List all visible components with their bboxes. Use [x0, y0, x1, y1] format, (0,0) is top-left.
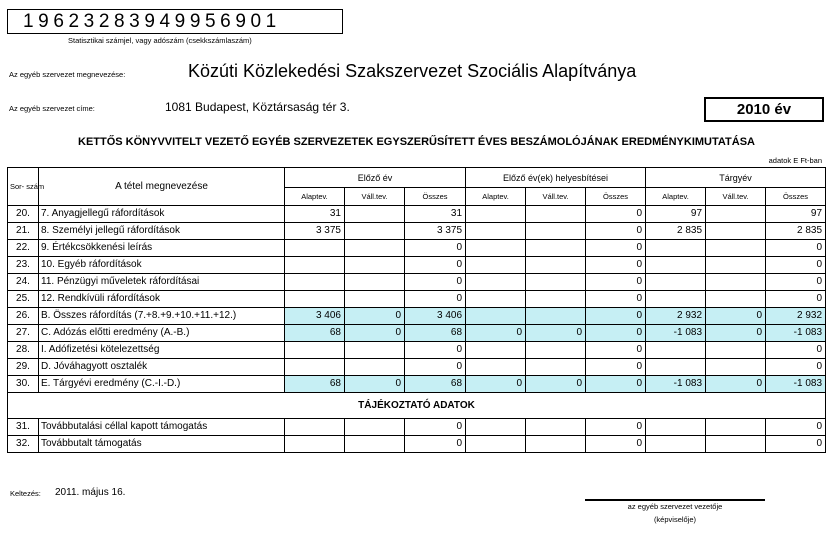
value-cell [345, 419, 405, 436]
value-cell: 0 [526, 376, 586, 393]
value-cell: 0 [766, 419, 826, 436]
row-number: 24. [8, 274, 39, 291]
year-box: 2010 év [704, 97, 824, 122]
value-cell: 3 406 [405, 308, 466, 325]
value-cell [646, 359, 706, 376]
table-row [8, 291, 826, 308]
header-row-groups [8, 168, 826, 188]
value-cell: 2 835 [766, 223, 826, 240]
value-cell: 0 [586, 419, 646, 436]
table-row [8, 223, 826, 240]
value-cell: 68 [285, 376, 345, 393]
col-row-no: Sor- szám [8, 168, 39, 206]
value-cell [646, 419, 706, 436]
value-cell [345, 240, 405, 257]
table-row [8, 257, 826, 274]
value-cell: 0 [345, 376, 405, 393]
value-cell: 3 375 [405, 223, 466, 240]
value-cell [646, 291, 706, 308]
value-cell [466, 308, 526, 325]
row-label: 9. Értékcsökkenési leírás [39, 240, 285, 257]
row-label: Továbbutalási céllal kapott támogatás [39, 419, 285, 436]
value-cell [706, 291, 766, 308]
table-row [8, 436, 826, 453]
row-label: 10. Egyéb ráfordítások [39, 257, 285, 274]
table-row [8, 376, 826, 393]
value-cell [285, 342, 345, 359]
value-cell [345, 359, 405, 376]
value-cell: 0 [766, 291, 826, 308]
value-cell [706, 257, 766, 274]
value-cell: 0 [706, 325, 766, 342]
value-cell: 0 [345, 325, 405, 342]
org-address: 1081 Budapest, Köztársaság tér 3. [165, 100, 350, 114]
row-label: 7. Anyagjellegű ráfordítások [39, 206, 285, 223]
value-cell: 2 835 [646, 223, 706, 240]
value-cell [285, 274, 345, 291]
row-label: D. Jóváhagyott osztalék [39, 359, 285, 376]
value-cell [526, 223, 586, 240]
value-cell: 0 [586, 436, 646, 453]
value-cell: 68 [405, 376, 466, 393]
value-cell: 0 [466, 325, 526, 342]
value-cell: 0 [586, 308, 646, 325]
value-cell: 0 [405, 436, 466, 453]
row-number: 30. [8, 376, 39, 393]
section-title: TÁJÉKOZTATÓ ADATOK [8, 393, 826, 419]
row-number: 26. [8, 308, 39, 325]
value-cell [526, 274, 586, 291]
value-cell [285, 240, 345, 257]
dated-label: Keltezés: [10, 489, 41, 498]
value-cell [466, 342, 526, 359]
value-cell: 0 [586, 291, 646, 308]
value-cell: 0 [766, 342, 826, 359]
value-cell: 97 [646, 206, 706, 223]
value-cell [345, 257, 405, 274]
value-cell [285, 419, 345, 436]
main-rows [8, 206, 826, 393]
value-cell [706, 240, 766, 257]
group-header: Előző év(ek) helyesbítései [466, 168, 646, 188]
value-cell [466, 291, 526, 308]
row-label: I. Adófizetési kötelezettség [39, 342, 285, 359]
info-rows [8, 419, 826, 453]
value-cell [285, 257, 345, 274]
value-cell [345, 291, 405, 308]
value-cell: 0 [766, 274, 826, 291]
row-number: 32. [8, 436, 39, 453]
value-cell [466, 257, 526, 274]
value-cell [646, 274, 706, 291]
value-cell [706, 436, 766, 453]
value-cell: 0 [586, 359, 646, 376]
value-cell [466, 223, 526, 240]
value-cell: -1 083 [766, 325, 826, 342]
value-cell: 31 [405, 206, 466, 223]
row-label: C. Adózás előtti eredmény (A.-B.) [39, 325, 285, 342]
value-cell [466, 419, 526, 436]
value-cell: 68 [285, 325, 345, 342]
row-label: Továbbutalt támogatás [39, 436, 285, 453]
section-row-group [8, 393, 826, 419]
value-cell: 2 932 [646, 308, 706, 325]
row-label: 12. Rendkívüli ráfordítások [39, 291, 285, 308]
value-cell [526, 436, 586, 453]
subcol-header: Váll.tev. [526, 188, 586, 206]
value-cell [706, 206, 766, 223]
value-cell: -1 083 [766, 376, 826, 393]
row-number: 23. [8, 257, 39, 274]
value-cell: 0 [586, 274, 646, 291]
value-cell [345, 436, 405, 453]
org-address-label: Az egyéb szervezet címe: [9, 104, 95, 113]
row-label: 8. Személyi jellegű ráfordítások [39, 223, 285, 240]
value-cell: 0 [766, 359, 826, 376]
value-cell [526, 419, 586, 436]
value-cell [646, 342, 706, 359]
signature-caption: az egyéb szervezet vezetője [627, 502, 723, 511]
org-name: Közúti Közlekedési Szakszervezet Szociális Alapítványa [188, 61, 637, 81]
subcol-header: Alaptev. [285, 188, 345, 206]
value-cell [466, 240, 526, 257]
value-cell: 0 [405, 274, 466, 291]
value-cell [285, 359, 345, 376]
value-cell: 0 [586, 325, 646, 342]
tax-number-caption: Statisztikai számjel, vagy adószám (csekkszámlaszám) [68, 36, 252, 45]
value-cell: 0 [706, 308, 766, 325]
subcol-header: Alaptev. [646, 188, 706, 206]
value-cell [526, 342, 586, 359]
row-number: 25. [8, 291, 39, 308]
value-cell: 0 [586, 257, 646, 274]
value-cell [345, 274, 405, 291]
value-cell [466, 359, 526, 376]
value-cell: 0 [586, 376, 646, 393]
value-cell [345, 223, 405, 240]
value-cell: 2 932 [766, 308, 826, 325]
value-cell [466, 274, 526, 291]
value-cell [706, 342, 766, 359]
value-cell: 0 [766, 240, 826, 257]
value-cell [466, 436, 526, 453]
value-cell: 0 [586, 342, 646, 359]
value-cell [345, 342, 405, 359]
value-cell: 0 [405, 342, 466, 359]
value-cell [706, 359, 766, 376]
unit-note: adatok E Ft-ban [768, 156, 822, 165]
value-cell: -1 083 [646, 325, 706, 342]
value-cell [706, 274, 766, 291]
subcol-header: Alaptev. [466, 188, 526, 206]
value-cell: 3 375 [285, 223, 345, 240]
value-cell: 0 [586, 240, 646, 257]
row-number: 29. [8, 359, 39, 376]
subcol-header: Váll.tev. [706, 188, 766, 206]
table-row [8, 359, 826, 376]
value-cell [526, 257, 586, 274]
signature-line [585, 499, 765, 501]
value-cell [706, 223, 766, 240]
table-row [8, 342, 826, 359]
table-row [8, 325, 826, 342]
row-number: 20. [8, 206, 39, 223]
value-cell: 0 [586, 223, 646, 240]
row-number: 28. [8, 342, 39, 359]
value-cell [526, 240, 586, 257]
value-cell: 31 [285, 206, 345, 223]
value-cell: 0 [405, 257, 466, 274]
subcol-header: Váll.tev. [345, 188, 405, 206]
value-cell: 3 406 [285, 308, 345, 325]
table-row [8, 308, 826, 325]
value-cell: -1 083 [646, 376, 706, 393]
table-row [8, 240, 826, 257]
value-cell [646, 240, 706, 257]
value-cell: 68 [405, 325, 466, 342]
value-cell: 97 [766, 206, 826, 223]
row-label: E. Tárgyévi eredmény (C.-I.-D.) [39, 376, 285, 393]
section-row [8, 393, 826, 419]
value-cell: 0 [766, 257, 826, 274]
tax-number: 19623283949956901 [23, 11, 281, 32]
value-cell: 0 [526, 325, 586, 342]
value-cell [526, 291, 586, 308]
value-cell: 0 [586, 206, 646, 223]
group-header: Tárgyév [646, 168, 826, 188]
income-statement-table [7, 167, 826, 453]
row-number: 31. [8, 419, 39, 436]
row-label: B. Összes ráfordítás (7.+8.+9.+10.+11.+12.) [39, 308, 285, 325]
value-cell [526, 308, 586, 325]
value-cell [285, 291, 345, 308]
value-cell [646, 257, 706, 274]
value-cell: 0 [405, 419, 466, 436]
value-cell [706, 419, 766, 436]
value-cell: 0 [466, 376, 526, 393]
row-number: 21. [8, 223, 39, 240]
value-cell [526, 206, 586, 223]
value-cell: 0 [405, 291, 466, 308]
value-cell: 0 [706, 376, 766, 393]
signature-caption-2: (képviselője) [653, 515, 697, 524]
table-row [8, 206, 826, 223]
value-cell: 0 [405, 359, 466, 376]
value-cell [345, 206, 405, 223]
row-number: 22. [8, 240, 39, 257]
subcol-header: Összes [405, 188, 466, 206]
value-cell [646, 436, 706, 453]
row-label: 11. Pénzügyi műveletek ráfordításai [39, 274, 285, 291]
table-row [8, 419, 826, 436]
dated-value: 2011. május 16. [55, 487, 126, 498]
report-title: KETTŐS KÖNYVVITELT VEZETŐ EGYÉB SZERVEZETEK EGYSZERŰSÍTETT ÉVES BESZÁMOLÓJÁNAK EREDMÉNYKIMUTATÁSA [78, 136, 755, 148]
subcol-header: Összes [766, 188, 826, 206]
value-cell [285, 436, 345, 453]
subcol-header: Összes [586, 188, 646, 206]
org-name-label: Az egyéb szervezet megnevezése: [9, 70, 126, 79]
value-cell: 0 [766, 436, 826, 453]
col-item: A tétel megnevezése [39, 168, 285, 206]
row-number: 27. [8, 325, 39, 342]
value-cell: 0 [405, 240, 466, 257]
value-cell [526, 359, 586, 376]
value-cell: 0 [345, 308, 405, 325]
group-header: Előző év [285, 168, 466, 188]
value-cell [466, 206, 526, 223]
table-row [8, 274, 826, 291]
